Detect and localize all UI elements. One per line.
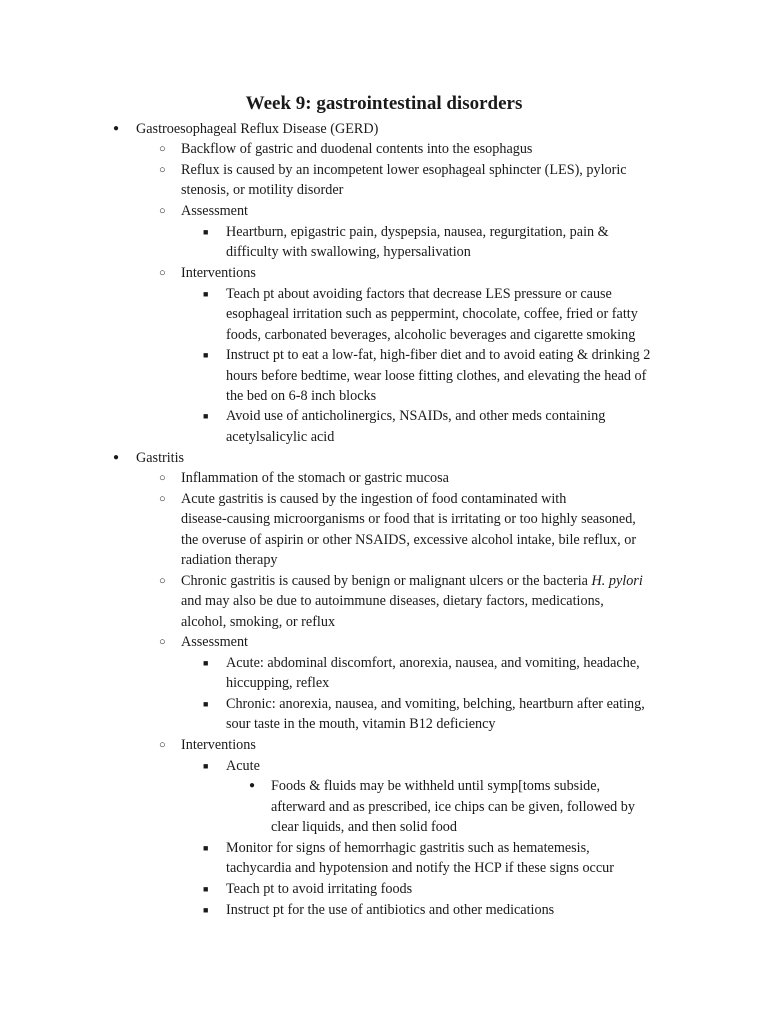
gerd-reflux-cause-line: stenosis, or motility disorder: [181, 182, 344, 198]
gastritis-definition: Inflammation of the stomach or gastric mucosa: [181, 470, 449, 486]
bullet-square: ■: [203, 843, 209, 853]
bullet-circle: ○: [159, 636, 166, 648]
gastritis-chronic-cause-line: alcohol, smoking, or reflux: [181, 614, 336, 630]
gastritis-acute-cause-line: the overuse of aspirin or other NSAIDS, excessive alcohol intake, bile reflux, or: [181, 532, 637, 548]
gastritis-acute-sub-line: clear liquids, and then solid food: [271, 819, 457, 835]
bullet-disc: ●: [113, 123, 120, 134]
gastritis-assessment-label: Assessment: [181, 634, 248, 650]
gerd-assessment-line: difficulty with swallowing, hypersalivation: [226, 244, 471, 260]
bullet-square: ■: [203, 884, 209, 894]
bullet-disc: ●: [249, 780, 256, 791]
gerd-intervention-line: esophageal irritation such as peppermint, chocolate, coffee, fried or fatty: [226, 306, 638, 322]
gastritis-monitor-line: Monitor for signs of hemorrhagic gastritis such as hematemesis,: [226, 840, 590, 856]
gastritis-assessment-line: Acute: abdominal discomfort, anorexia, nausea, and vomiting, headache,: [226, 655, 640, 671]
bullet-circle: ○: [159, 472, 166, 484]
gastritis-acute-cause-line: radiation therapy: [181, 552, 278, 568]
page-title: Week 9: gastrointestinal disorders: [245, 93, 523, 114]
gerd-assessment-label: Assessment: [181, 203, 248, 219]
bullet-circle: ○: [159, 143, 166, 155]
gerd-interventions-label: Interventions: [181, 265, 256, 281]
gerd-reflux-cause-line: Reflux is caused by an incompetent lower esophageal sphincter (LES), pyloric: [181, 162, 627, 178]
bullet-square: ■: [203, 699, 209, 709]
bullet-circle: ○: [159, 267, 166, 279]
h-pylori-term: H. pylori: [591, 573, 643, 589]
gastritis-acute-sub-line: afterward and as prescribed, ice chips can be given, followed by: [271, 799, 635, 815]
bullet-circle: ○: [159, 493, 166, 505]
bullet-square: ■: [203, 289, 209, 299]
gastritis-instruct: Instruct pt for the use of antibiotics and other medications: [226, 902, 555, 918]
gerd-backflow: Backflow of gastric and duodenal contents into the esophagus: [181, 141, 533, 157]
bullet-square: ■: [203, 905, 209, 915]
gastritis-acute-cause-line: Acute gastritis is caused by the ingestion of food contaminated with: [181, 491, 567, 507]
gerd-intervention-line: Teach pt about avoiding factors that decrease LES pressure or cause: [226, 286, 612, 302]
gastritis-acute-cause-line: disease-causing microorganisms or food that is irritating or too highly seasoned,: [181, 511, 636, 527]
gerd-intervention-line: Instruct pt to eat a low-fat, high-fiber diet and to avoid eating & drinking 2: [226, 347, 651, 363]
gastritis-chronic-cause-line: and may also be due to autoimmune diseases, dietary factors, medications,: [181, 593, 604, 609]
gerd-intervention-line: hours before bedtime, wear loose fitting clothes, and elevating the head of: [226, 368, 647, 384]
gastritis-heading: Gastritis: [136, 450, 185, 466]
gastritis-assessment-line: hiccupping, reflex: [226, 675, 330, 691]
gastritis-acute-sub-line: Foods & fluids may be withheld until symp[toms subside,: [271, 778, 601, 794]
bullet-circle: ○: [159, 164, 166, 176]
gastritis-chronic-cause-text: Chronic gastritis is caused by benign or malignant ulcers or the bacteria: [181, 573, 592, 589]
bullet-circle: ○: [159, 575, 166, 587]
gerd-assessment-line: Heartburn, epigastric pain, dyspepsia, nausea, regurgitation, pain &: [226, 224, 609, 240]
bullet-square: ■: [203, 411, 209, 421]
bullet-square: ■: [203, 227, 209, 237]
gerd-heading: Gastroesophageal Reflux Disease (GERD): [136, 121, 379, 137]
gastritis-assessment-line: sour taste in the mouth, vitamin B12 deficiency: [226, 716, 496, 732]
bullet-circle: ○: [159, 205, 166, 217]
bullet-disc: ●: [113, 452, 120, 463]
gerd-intervention-line: foods, carbonated beverages, alcoholic beverages and cigarette smoking: [226, 327, 636, 343]
gastritis-acute-label: Acute: [226, 758, 260, 774]
bullet-square: ■: [203, 658, 209, 668]
gastritis-teach: Teach pt to avoid irritating foods: [226, 881, 413, 897]
gastritis-assessment-line: Chronic: anorexia, nausea, and vomiting, belching, heartburn after eating,: [226, 696, 645, 712]
gerd-intervention-line: Avoid use of anticholinergics, NSAIDs, and other meds containing: [226, 408, 606, 424]
gastritis-chronic-cause-line: [181, 571, 643, 592]
bullet-square: ■: [203, 761, 209, 771]
bullet-square: ■: [203, 350, 209, 360]
gerd-intervention-line: the bed on 6-8 inch blocks: [226, 388, 377, 404]
gastritis-interventions-label: Interventions: [181, 737, 256, 753]
bullet-circle: ○: [159, 739, 166, 751]
gerd-intervention-line: acetylsalicylic acid: [226, 429, 335, 445]
gastritis-monitor-line: tachycardia and hypotension and notify the HCP if these signs occur: [226, 860, 614, 876]
